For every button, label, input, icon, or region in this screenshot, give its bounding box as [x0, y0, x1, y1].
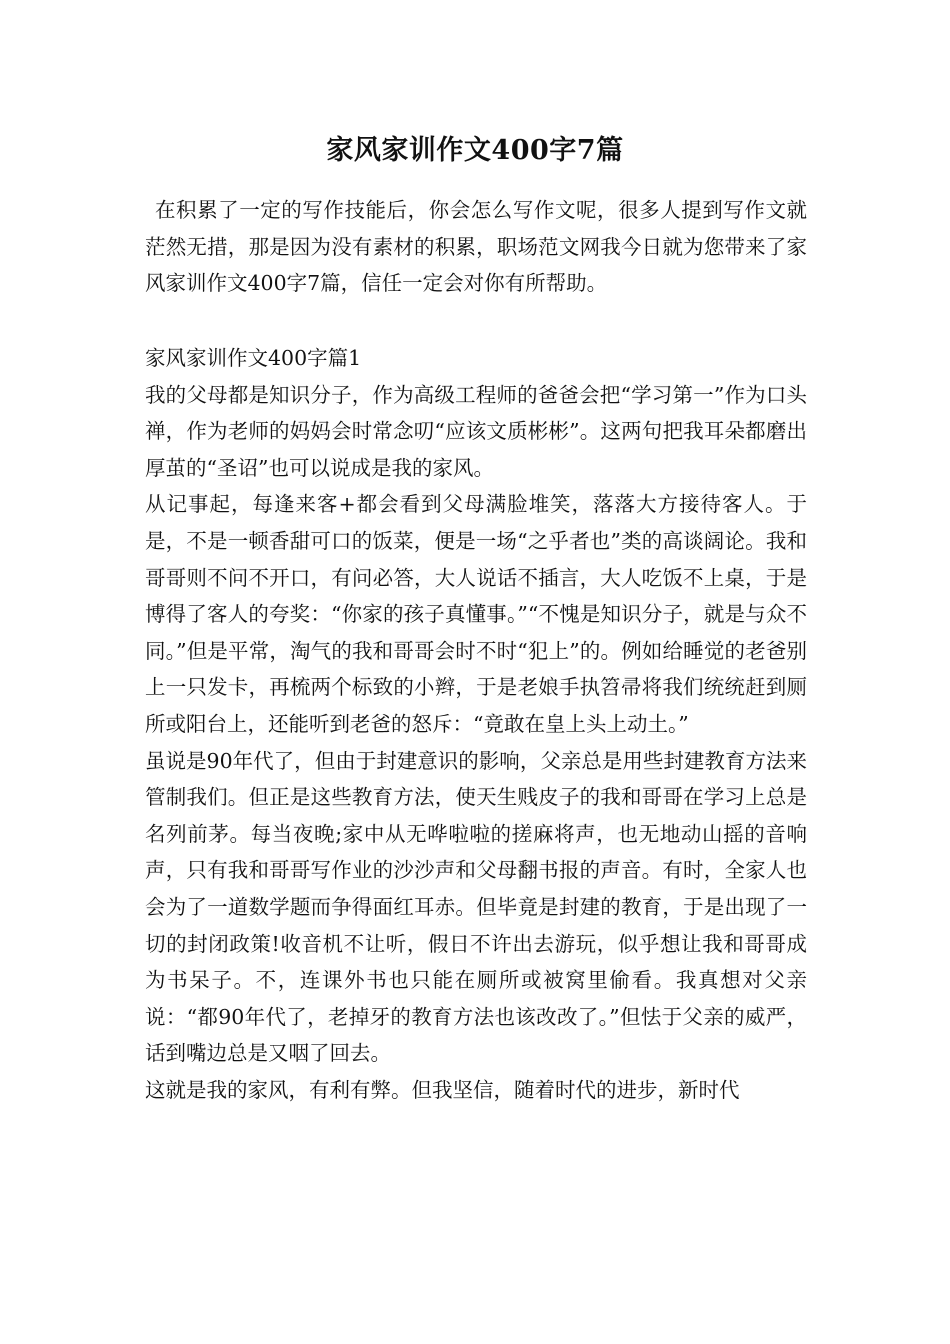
section-paragraph: 我的父母都是知识分子，作为高级工程师的爸爸会把“学习第一”作为口头禅，作为老师的妈妈会时常念叨“应该文质彬彬”。这两句把我耳朵都磨出厚茧的“圣诏”也可以说成是我的家风。	[145, 382, 807, 480]
section-paragraph: 虽说是90年代了，但由于封建意识的影响，父亲总是用些封建教育方法来管制我们。但正是这些教育方法，使天生贱皮子的我和哥哥在学习上总是名列前茅。每当夜晚;家中从无哗啦啦的搓麻将声，也无地动山摇的音响声，只有我和哥哥写作业的沙沙声和父母翻书报的声音。有时，全家人也会为了一道数学题而争得面红耳赤。但毕竟是封建的教育，于是出现了一切的封闭政策!收音机不让听，假日不许出去游玩，似乎想让我和哥哥成为书呆子。不，连课外书也只能在厕所或被窝里偷看。我真想对父亲说：“都90年代了，老掉牙的教育方法也该改改了。”但怯于父亲的威严，话到嘴边总是又咽了回去。	[145, 748, 807, 1066]
intro-paragraph: 在积累了一定的写作技能后，你会怎么写作文呢，很多人提到写作文就茫然无措，那是因为没有素材的积累，职场范文网我今日就为您带来了家风家训作文400字7篇，信任一定会对你有所帮助。	[145, 198, 807, 296]
section-paragraph: 从记事起，每逢来客+都会看到父母满脸堆笑，落落大方接待客人。于是，不是一顿香甜可口的饭菜，便是一场“之乎者也”类的高谈阔论。我和哥哥则不问不开口，有问必答，大人说话不插言，大人吃饭不上桌，于是博得了客人的夸奖：“你家的孩子真懂事。”“不愧是知识分子，就是与众不同。”但是平常，淘气的我和哥哥会时不时“犯上”的。例如给睡觉的老爸别上一只发卡，再梳两个标致的小辫，于是老娘手执笤帚将我们统统赶到厕所或阳台上，还能听到老爸的怒斥：“竟敢在皇上头上动土。”	[145, 492, 807, 736]
section-heading: 家风家训作文400字篇1	[145, 346, 362, 370]
section-paragraph: 这就是我的家风，有利有弊。但我坚信，随着时代的进步，新时代	[145, 1077, 740, 1102]
essay-section-1	[145, 340, 807, 1108]
document-title: 家风家训作文400字7篇	[326, 135, 624, 166]
